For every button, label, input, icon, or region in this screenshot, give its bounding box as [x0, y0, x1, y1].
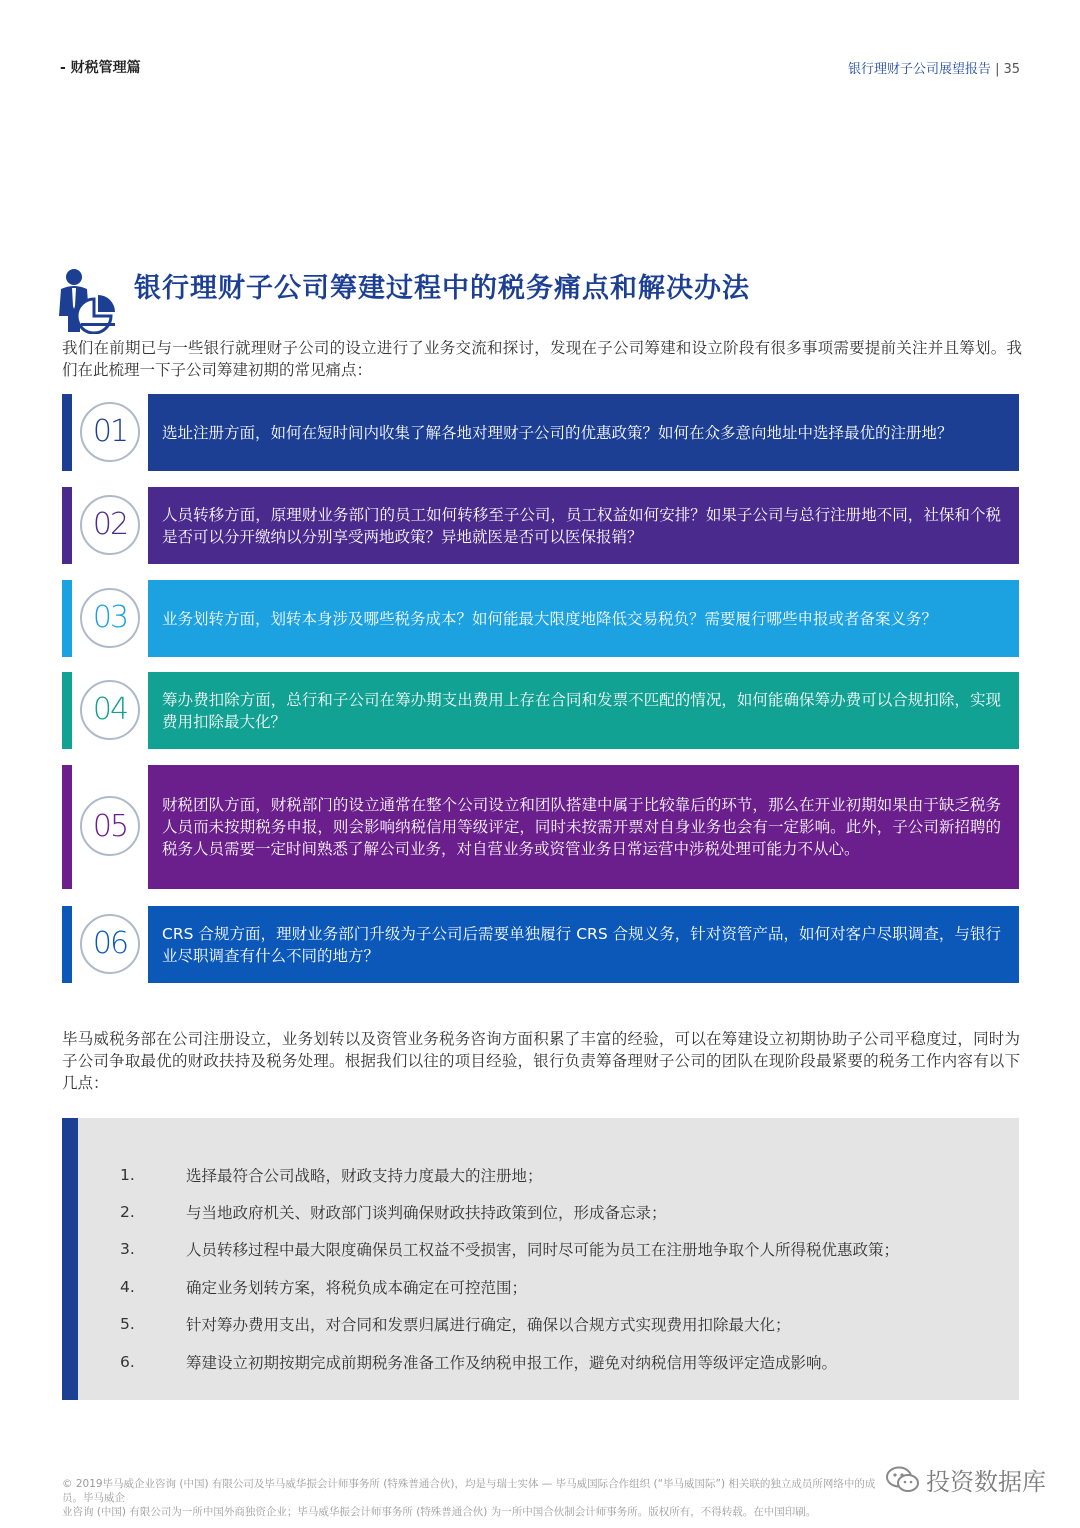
- copyright-footer: [62, 1477, 892, 1519]
- pain-point-number: 06: [80, 914, 140, 974]
- wechat-watermark: [886, 1462, 1046, 1497]
- section-title: 银行理财子公司筹建过程中的税务痛点和解决办法: [134, 273, 750, 304]
- pain-point-text: 人员转移方面，原理财业务部门的员工如何转移至子公司，员工权益如何安排？如果子公司与总行注册地不同，社保和个税是否可以分开缴纳以分别享受两地政策？异地就医是否可以医保报销？: [148, 487, 1019, 564]
- task-list-panel: [62, 1118, 1019, 1400]
- pain-point-text: 财税团队方面，财税部门的设立通常在整个公司设立和团队搭建中属于比较靠后的环节，那么在开业初期如果由于缺乏税务人员而未按期税务申报，则会影响纳税信用等级评定，同时未按需开票对自身业务也会有一定影响。此外，子公司新招聘的税务人员需要一定时间熟悉了解公司业务，对自营业务或资管业务日常运营中涉税处理可能力不从心。: [148, 765, 1019, 889]
- task-text: 与当地政府机关、财政部门谈判确保财政扶持政策到位，形成备忘录；: [186, 1204, 667, 1223]
- summary-paragraph: 毕马威税务部在公司注册设立，业务划转以及资管业务税务咨询方面积累了丰富的经验，可以在筹建设立初期协助子公司平稳度过，同时为子公司争取最优的财政扶持及税务处理。根据我们以往的项目经验，银行负责筹备理财子公司的团队在现阶段最紧要的税务工作内容有以下几点：: [62, 1030, 1020, 1092]
- watermark-text: 投资数据库: [926, 1468, 1046, 1496]
- pain-point-text: CRS 合规方面，理财业务部门升级为子公司后需要单独履行 CRS 合规义务，针对资管产品，如何对客户尽职调查，与银行业尽职调查有什么不同的地方？: [148, 906, 1019, 983]
- task-text: 筹建设立初期按期完成前期税务准备工作及纳税申报工作，避免对纳税信用等级评定造成影响。: [186, 1353, 838, 1372]
- task-item: [120, 1306, 1000, 1343]
- pain-point-number: 03: [80, 588, 140, 648]
- header-separator: |: [995, 62, 1000, 77]
- wechat-icon: [886, 1466, 920, 1494]
- task-text: 选择最符合公司战略，财政支持力度最大的注册地；: [186, 1166, 543, 1185]
- task-number: 1.: [120, 1165, 135, 1184]
- task-item: [120, 1343, 1000, 1380]
- pain-point-number: 02: [80, 495, 140, 555]
- pain-point-stripe: [62, 765, 72, 889]
- task-number: 2.: [120, 1203, 135, 1222]
- pain-point-01: [62, 394, 1019, 471]
- task-list: [120, 1156, 1000, 1380]
- pain-point-number: 05: [80, 796, 140, 856]
- pain-point-stripe: [62, 672, 72, 749]
- pain-point-stripe: [62, 906, 72, 983]
- task-list-stripe: [62, 1118, 78, 1400]
- task-item: [120, 1231, 1000, 1268]
- page-number: 35: [1003, 62, 1020, 77]
- task-number: 4.: [120, 1277, 135, 1296]
- pain-point-03: [62, 580, 1019, 657]
- pain-point-04: [62, 672, 1019, 749]
- pain-point-number: 01: [80, 402, 140, 462]
- task-item: [120, 1268, 1000, 1305]
- copyright-line-1: © 2019毕马威企业咨询 (中国) 有限公司及毕马威华振会计师事务所 (特殊普通合伙)，均是与瑞士实体 — 毕马威国际合作组织 (“毕马威国际”) 相关联的独立成员所网络中的成员。毕马威企: [62, 1478, 876, 1504]
- intro-paragraph: 我们在前期已与一些银行就理财子公司的设立进行了业务交流和探讨，发现在子公司筹建和设立阶段有很多事项需要提前关注并且筹划。我们在此梳理一下子公司筹建初期的常见痛点：: [62, 339, 1022, 379]
- pain-point-stripe: [62, 580, 72, 657]
- header-report-info: [848, 58, 1020, 77]
- pain-point-number: 04: [80, 680, 140, 740]
- task-number: 3.: [120, 1240, 135, 1259]
- task-number: 6.: [120, 1352, 135, 1371]
- pain-point-text: 选址注册方面，如何在短时间内收集了解各地对理财子公司的优惠政策？如何在众多意向地址中选择最优的注册地？: [148, 394, 1019, 471]
- pain-point-text: 筹办费扣除方面，总行和子公司在筹办期支出费用上存在合同和发票不匹配的情况，如何能确保筹办费可以合规扣除，实现费用扣除最大化？: [148, 672, 1019, 749]
- pain-point-stripe: [62, 394, 72, 471]
- pain-point-stripe: [62, 487, 72, 564]
- copyright-line-2: 业咨询 (中国) 有限公司为一所中国外商独资企业；毕马威华振会计师事务所 (特殊普通合伙) 为一所中国合伙制会计师事务所。版权所有，不得转载。在中国印刷。: [62, 1506, 817, 1518]
- header-report-title: 银行理财子公司展望报告: [848, 62, 992, 77]
- pain-point-02: [62, 487, 1019, 564]
- pain-point-05: [62, 765, 1019, 889]
- task-number: 5.: [120, 1315, 135, 1334]
- task-item: [120, 1193, 1000, 1230]
- task-item: [120, 1156, 1000, 1193]
- pain-point-text: 业务划转方面，划转本身涉及哪些税务成本？如何能最大限度地降低交易税负？需要履行哪些申报或者备案义务？: [148, 580, 1019, 657]
- businessman-chart-icon: [58, 266, 118, 334]
- pain-point-06: [62, 906, 1019, 983]
- task-text: 确定业务划转方案，将税负成本确定在可控范围；: [186, 1278, 528, 1297]
- task-text: 人员转移过程中最大限度确保员工权益不受损害，同时尽可能为员工在注册地争取个人所得税优惠政策；: [186, 1241, 900, 1260]
- header-section-label: - 财税管理篇: [60, 60, 141, 76]
- task-text: 针对筹办费用支出，对合同和发票归属进行确定，确保以合规方式实现费用扣除最大化；: [186, 1316, 791, 1335]
